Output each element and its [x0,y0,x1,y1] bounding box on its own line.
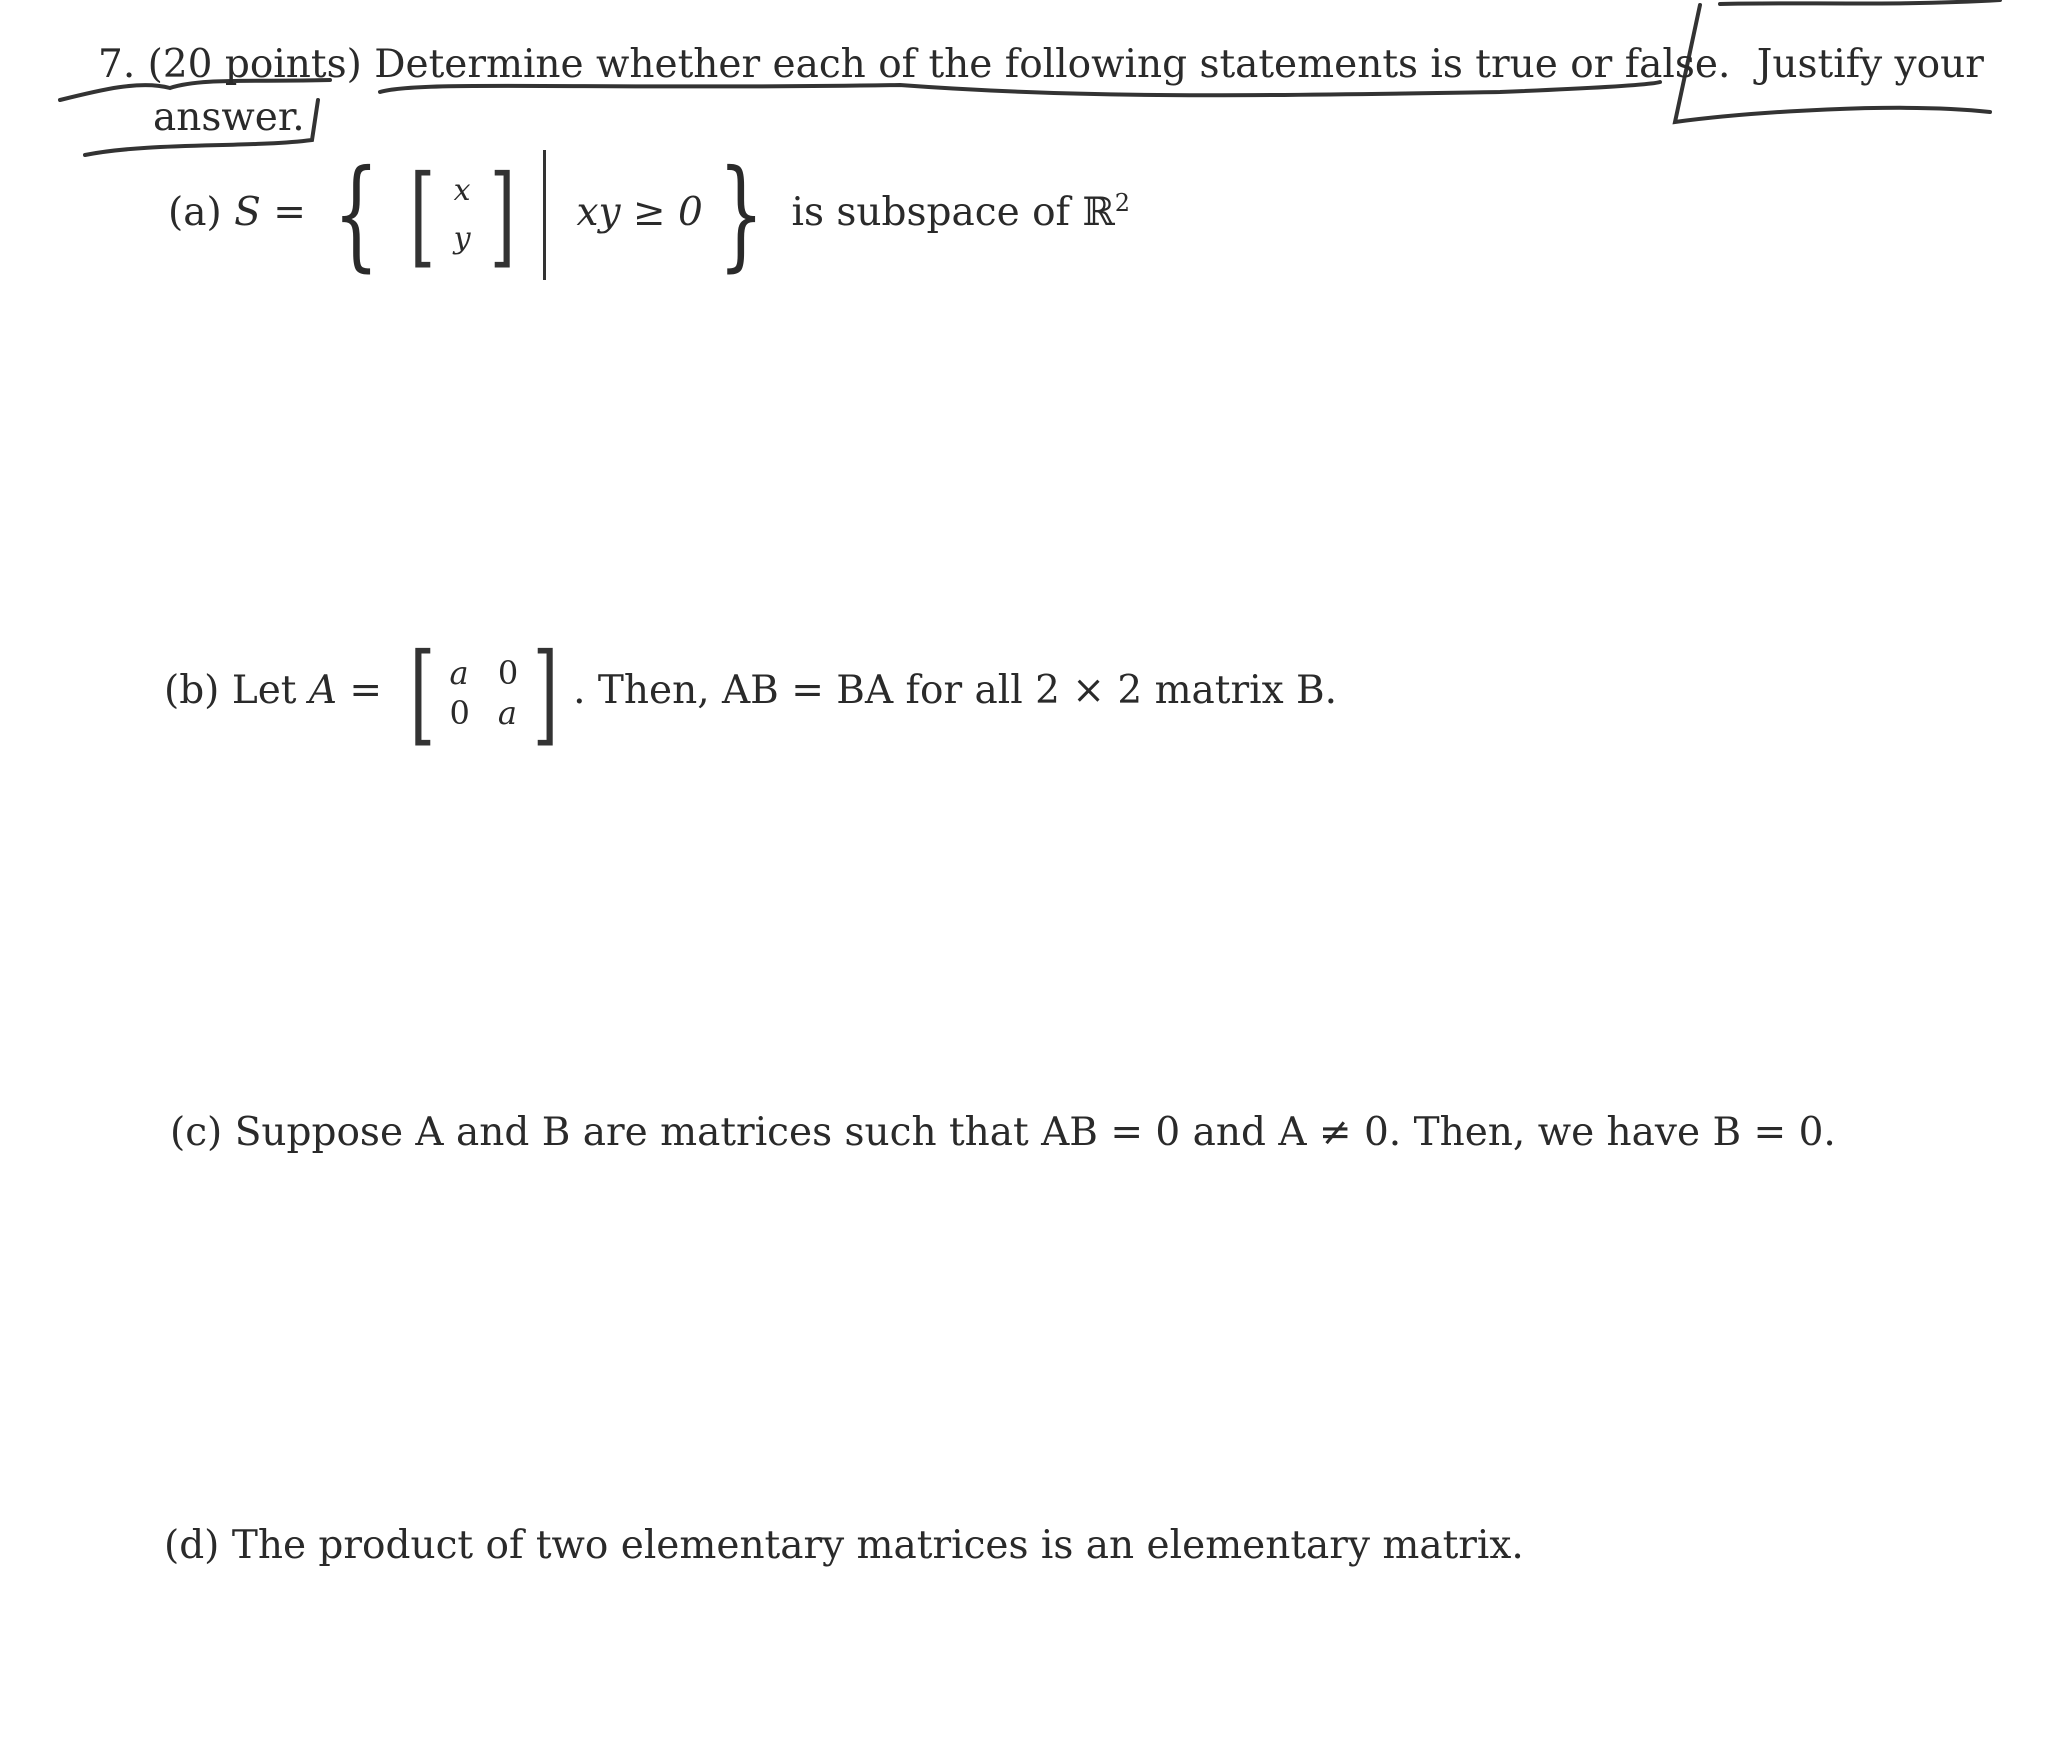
matrix-cell: 0 [497,654,519,692]
problem-number: 7. [98,42,136,87]
matrix-a: [ a 0 0 a ] [409,629,559,757]
part-b [164,629,1338,757]
matrix-cell: 0 [449,694,470,732]
part-a-exponent: 2 [1114,189,1131,217]
part-d [164,1523,1524,1568]
problem-header [98,42,1984,87]
part-a-text: is subspace of ℝ [791,190,1115,235]
part-b-lead: Let [231,668,297,713]
part-d-label: (d) [164,1523,220,1568]
vec-bottom: y [453,221,471,256]
part-b-lhs: A = [308,668,383,713]
problem-instruction-tail: Justify your [1756,42,1984,87]
part-b-label: (b) [164,668,220,713]
left-brace: { [333,145,380,284]
problem-instruction-end: answer. [153,95,305,140]
part-a-label: (a) [168,190,222,235]
vector-xy: [ x y ] [409,151,515,279]
vec-top: x [453,173,471,208]
part-b-text: . Then, AB = BA for all 2 × 2 matrix B. [573,668,1338,713]
right-brace: } [718,145,764,284]
matrix-cell: a [449,654,469,692]
part-c-label: (c) [170,1110,223,1155]
part-c-text: Suppose A and B are matrices such that AB = 0 and A ≠ 0. Then, we have B = 0. [234,1110,1836,1155]
part-a-lhs: S = [234,190,306,235]
part-a-condition: xy ≥ 0 [576,190,703,235]
part-d-text: The product of two elementary matrices is an elementary matrix. [231,1523,1524,1568]
part-c [170,1110,1836,1155]
part-a [168,145,1131,284]
matrix-cell: a [497,694,517,732]
problem-instruction: Determine whether each of the following statements is true or false. [374,42,1731,87]
such-that-bar [543,150,546,280]
problem-points: (20 points) [147,42,362,87]
